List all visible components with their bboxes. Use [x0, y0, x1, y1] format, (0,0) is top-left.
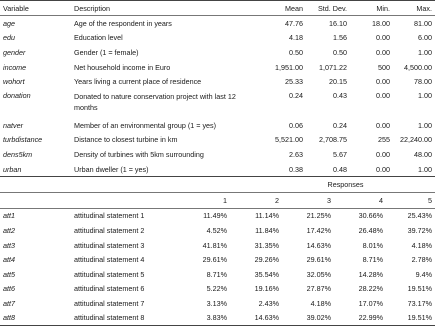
response-value-5: 4.18%: [411, 240, 432, 250]
variable-description: attitudinal statement 5: [74, 269, 145, 279]
response-column-1: 1: [223, 195, 227, 205]
cell-mean: 4.18: [289, 33, 303, 43]
variable-description: attitudinal statement 4: [74, 255, 145, 265]
response-value-3: 29.61%: [306, 255, 331, 265]
responses-columns: [72, 192, 435, 208]
variable-description: Gender (1 = female): [74, 47, 139, 57]
response-value-2: 11.84%: [255, 225, 279, 235]
response-values-grid: [72, 255, 435, 264]
response-value-1: 3.13%: [206, 298, 227, 308]
response-value-4: 28.22%: [358, 284, 383, 294]
response-row: [0, 223, 435, 238]
header-row: [0, 1, 435, 16]
cell-sd: 5.67: [333, 149, 347, 159]
table-row: [0, 16, 435, 31]
variable-name: income: [3, 62, 27, 72]
response-values: [72, 282, 435, 297]
response-column-5: 5: [428, 195, 432, 205]
blank-cell: [0, 192, 72, 208]
variable-name: att4: [3, 255, 15, 265]
variable-description: attitudinal statement 8: [74, 313, 145, 323]
response-value-2: 19.16%: [254, 284, 279, 294]
cell-max: 4,500.00: [404, 62, 432, 72]
response-value-3: 27.87%: [306, 284, 331, 294]
cell-mean: 0.06: [289, 120, 303, 130]
cell-min: 255: [378, 135, 390, 145]
variable-name: wohort: [3, 77, 25, 87]
cell-max: 6.00: [418, 33, 432, 43]
cell-max: 81.00: [414, 18, 432, 28]
cell-mean: 0.24: [289, 90, 303, 100]
variable-description: Years living a current place of residence: [74, 77, 202, 87]
response-value-4: 30.66%: [358, 211, 383, 221]
cell-mean: 0.50: [289, 47, 303, 57]
table-row: [0, 89, 435, 118]
response-values: [72, 223, 435, 238]
response-values: [72, 208, 435, 223]
cell-min: 0.00: [376, 77, 390, 87]
variable-name: gender: [3, 47, 26, 57]
variable-name: edu: [3, 33, 15, 43]
cell-min: 500: [378, 62, 390, 72]
variable-name: age: [3, 18, 15, 28]
variable-description: Donated to nature conservation project with last 12 months: [74, 91, 236, 113]
response-value-1: 3.83%: [206, 313, 227, 323]
response-value-1: 8.71%: [206, 269, 227, 279]
response-values-grid: [72, 299, 435, 308]
cell-max: 1.00: [418, 120, 432, 130]
cell-sd: 1.56: [333, 33, 347, 43]
blank-cell: [72, 196, 175, 205]
response-values: [72, 252, 435, 267]
cell-sd: 20.15: [329, 77, 347, 87]
responses-columns-row: [0, 192, 435, 208]
response-value-5: 39.72%: [407, 225, 432, 235]
response-values: [72, 311, 435, 326]
cell-max: 78.00: [414, 77, 432, 87]
variable-name: att8: [3, 313, 15, 323]
variable-description: Net household income in Euro: [74, 62, 171, 72]
response-value-2: 35.54%: [254, 269, 279, 279]
cell-mean: 25.33: [285, 77, 303, 87]
response-values-grid: [72, 211, 435, 220]
cell-sd: 1,071.22: [319, 62, 347, 72]
cell-mean: 1,951.00: [275, 62, 303, 72]
variable-name: dens5km: [3, 149, 33, 159]
variable-description: attitudinal statement 3: [74, 240, 145, 250]
response-values-grid: [72, 284, 435, 293]
response-row: [0, 267, 435, 282]
response-value-3: 32.05%: [306, 269, 331, 279]
variable-description: attitudinal statement 1: [74, 211, 145, 221]
variable-name: att6: [3, 284, 15, 294]
response-value-1: 41.81%: [202, 240, 227, 250]
response-values-grid: [72, 270, 435, 279]
responses-columns-grid: [72, 196, 435, 205]
variable-description: attitudinal statement 6: [74, 284, 145, 294]
variable-description: Distance to closest turbine in km: [74, 135, 178, 145]
header-max: Max.: [416, 3, 432, 13]
response-row: [0, 282, 435, 297]
variable-description: Age of the respondent in years: [74, 18, 172, 28]
response-value-4: 22.99%: [358, 313, 383, 323]
cell-min: 0.00: [376, 120, 390, 130]
cell-min: 0.00: [376, 164, 390, 174]
response-value-1: 11.49%: [203, 211, 227, 221]
blank-cell: [72, 177, 256, 193]
variable-name: natver: [3, 120, 23, 130]
response-value-4: 14.28%: [358, 269, 383, 279]
response-value-3: 4.18%: [310, 298, 331, 308]
responses-header-row: [0, 177, 435, 193]
response-value-2: 31.35%: [254, 240, 279, 250]
response-value-5: 9.4%: [415, 269, 432, 279]
response-value-4: 26.48%: [358, 225, 383, 235]
cell-sd: 2,708.75: [319, 135, 347, 145]
table-row: [0, 31, 435, 46]
cell-mean: 5,521.00: [275, 135, 303, 145]
response-values-grid: [72, 241, 435, 250]
response-value-4: 8.71%: [362, 255, 383, 265]
cell-sd: 16.10: [329, 18, 347, 28]
table-row: [0, 60, 435, 75]
response-values: [72, 238, 435, 253]
header-min: Min.: [376, 3, 390, 13]
response-values: [72, 267, 435, 282]
cell-min: 0.00: [376, 47, 390, 57]
response-value-5: 73.17%: [407, 298, 432, 308]
cell-max: 22,240.00: [400, 135, 432, 145]
variable-name: att7: [3, 298, 15, 308]
response-value-2: 29.26%: [254, 255, 279, 265]
variable-name: donation: [3, 90, 31, 100]
header-mean: Mean: [285, 3, 303, 13]
header-description: Description: [74, 3, 110, 13]
response-value-5: 25.43%: [407, 211, 432, 221]
cell-sd: 0.43: [333, 90, 347, 100]
response-column-3: 3: [327, 195, 331, 205]
variable-description: attitudinal statement 7: [74, 298, 145, 308]
response-value-5: 2.78%: [411, 255, 432, 265]
response-values-grid: [72, 226, 435, 235]
variable-description: Urban dweller (1 = yes): [74, 164, 149, 174]
response-value-2: 11.14%: [255, 211, 279, 221]
variable-name: att5: [3, 269, 15, 279]
blank-cell: [0, 177, 72, 193]
cell-min: 0.00: [376, 90, 390, 100]
header-variable: Variable: [3, 3, 29, 13]
variable-name: turbdistance: [3, 135, 43, 145]
cell-sd: 0.50: [333, 47, 347, 57]
response-values: [72, 296, 435, 311]
table-row: [0, 74, 435, 89]
response-value-4: 8.01%: [362, 240, 383, 250]
variable-name: att1: [3, 211, 15, 221]
cell-max: 1.00: [418, 90, 432, 100]
variable-description: Member of an environmental group (1 = yes): [74, 120, 217, 130]
table-row: [0, 162, 435, 177]
cell-min: 0.00: [376, 33, 390, 43]
table-bottom-rule: [0, 326, 435, 328]
cell-max: 1.00: [418, 47, 432, 57]
response-values-grid: [72, 313, 435, 322]
header-std-dev: Std. Dev.: [317, 3, 347, 13]
table-row: [0, 45, 435, 60]
response-value-1: 5.22%: [206, 284, 227, 294]
response-value-3: 17.42%: [306, 225, 331, 235]
response-value-3: 39.02%: [306, 313, 331, 323]
response-column-4: 4: [379, 195, 383, 205]
response-value-5: 19.51%: [407, 313, 432, 323]
response-value-3: 14.63%: [306, 240, 331, 250]
cell-min: 18.00: [372, 18, 390, 28]
responses-label: Responses: [327, 180, 364, 190]
table-row: [0, 118, 435, 133]
response-row: [0, 296, 435, 311]
response-row: [0, 311, 435, 326]
cell-mean: 2.63: [289, 149, 303, 159]
response-value-4: 17.07%: [358, 298, 383, 308]
variable-name: att2: [3, 225, 15, 235]
cell-sd: 0.48: [333, 164, 347, 174]
response-row: [0, 238, 435, 253]
cell-mean: 47.76: [285, 18, 303, 28]
response-value-5: 19.51%: [407, 284, 432, 294]
response-value-3: 21.25%: [306, 211, 331, 221]
variable-name: urban: [3, 164, 22, 174]
variable-description: attitudinal statement 2: [74, 225, 145, 235]
table-row: [0, 133, 435, 148]
response-value-2: 2.43%: [258, 298, 279, 308]
cell-min: 0.00: [376, 149, 390, 159]
variable-description: Education level: [74, 33, 123, 43]
variable-description: Density of turbines with 5km surrounding: [74, 149, 204, 159]
table-row: [0, 147, 435, 162]
cell-max: 1.00: [418, 164, 432, 174]
cell-mean: 0.38: [289, 164, 303, 174]
variable-name: att3: [3, 240, 15, 250]
blank-cell: [0, 326, 435, 328]
response-row: [0, 252, 435, 267]
response-value-2: 14.63%: [254, 313, 279, 323]
response-column-2: 2: [275, 195, 279, 205]
response-value-1: 29.61%: [202, 255, 227, 265]
response-row: [0, 208, 435, 223]
cell-sd: 0.24: [333, 120, 347, 130]
response-value-1: 4.52%: [206, 225, 227, 235]
cell-max: 48.00: [414, 149, 432, 159]
